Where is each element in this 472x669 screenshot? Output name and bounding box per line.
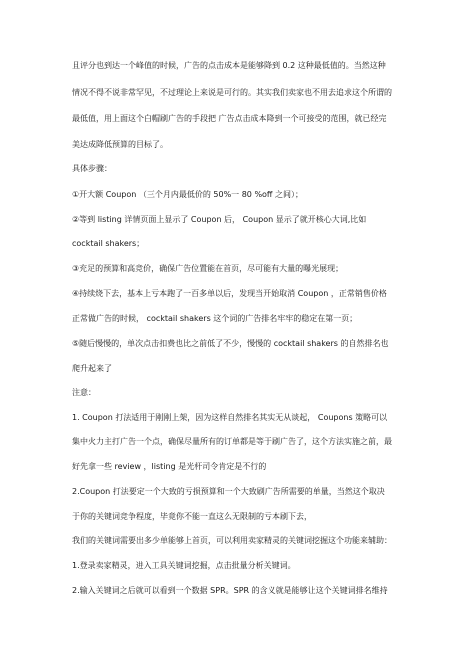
text-line: 最低值，用上面这个白帽刷广告的手段把 广告点击成本降到一个可接受的范围，就已经完 (72, 114, 387, 123)
step-item: ②等到 listing 详情页面上显示了 Coupon 后， Coupon 显示了就开核心大词,比如 (72, 215, 367, 224)
note-item: 2.Coupon 打法要定一个大致的亏损预算和一个大致刷广告所需要的单量，当然这个取决 (72, 487, 385, 496)
note-item: 2.输入关键词之后就可以看到一个数据 SPR。SPR 的含义就是能够让这个关键词排名维持 (72, 586, 388, 595)
text-line: 于你的关键词竞争程度，毕竟你不能一直这么无限制的亏本刷下去， (72, 512, 312, 521)
note-item: 1.登录卖家精灵，进入工具关键词挖掘，点击批量分析关键词。 (72, 561, 296, 570)
text-line: 集中火力主打广告一个点，确保尽量所有的订单都是等于刷广告了，这个方法实施之前，最 (72, 437, 392, 446)
step-item: ①开大额 Coupon （三个月内最低价的 50%一 80 %off 之间）； (72, 190, 303, 199)
step-item: ③充足的预算和高竞价，确保广告位置能在首页，尽可能有大量的曝光展现； (72, 264, 344, 273)
text-line: 美达成降低预算的目标了。 (72, 140, 168, 149)
section-heading: 注意： (72, 388, 96, 397)
text-line: cocktail shakers； (72, 239, 145, 248)
text-line: 且评分也到达一个峰值的时候，广告的点击成本是能够降到 0.2 这种最低值的。当然这种 (72, 61, 386, 70)
section-heading: 具体步骤： (72, 164, 112, 173)
note-item: 1. Coupon 打法适用于刚刚上架，因为这样自然排名其实无从谈起， Coupons 策略可以 (72, 413, 388, 422)
text-line: 正常做广告的时候， cocktail shakers 这个词的广告排名牢牢的稳定在第一页； (72, 314, 358, 323)
text-line: 我们的关键词需要出多少单能够上首页，可以利用卖家精灵的关键词挖掘这个功能来辅助： (72, 536, 392, 545)
text-line: 爬升起来了 (72, 364, 112, 373)
text-line: 情况不得不说非常罕见，不过理论上来说是可行的。其实我们卖家也不用去追求这个所谓的 (72, 88, 392, 97)
step-item: ④持续烧下去，基本上亏本跑了一百多单以后，发现当开始取消 Coupon ，正常销售价格 (72, 289, 387, 298)
step-item: ⑤随后慢慢的，单次点击扣费也比之前低了不少，慢慢的 cocktail shakers 的自然排名也 (72, 339, 389, 348)
text-line: 好先拿一些 review ，listing 是光杆司令肯定是不行的 (72, 462, 267, 471)
